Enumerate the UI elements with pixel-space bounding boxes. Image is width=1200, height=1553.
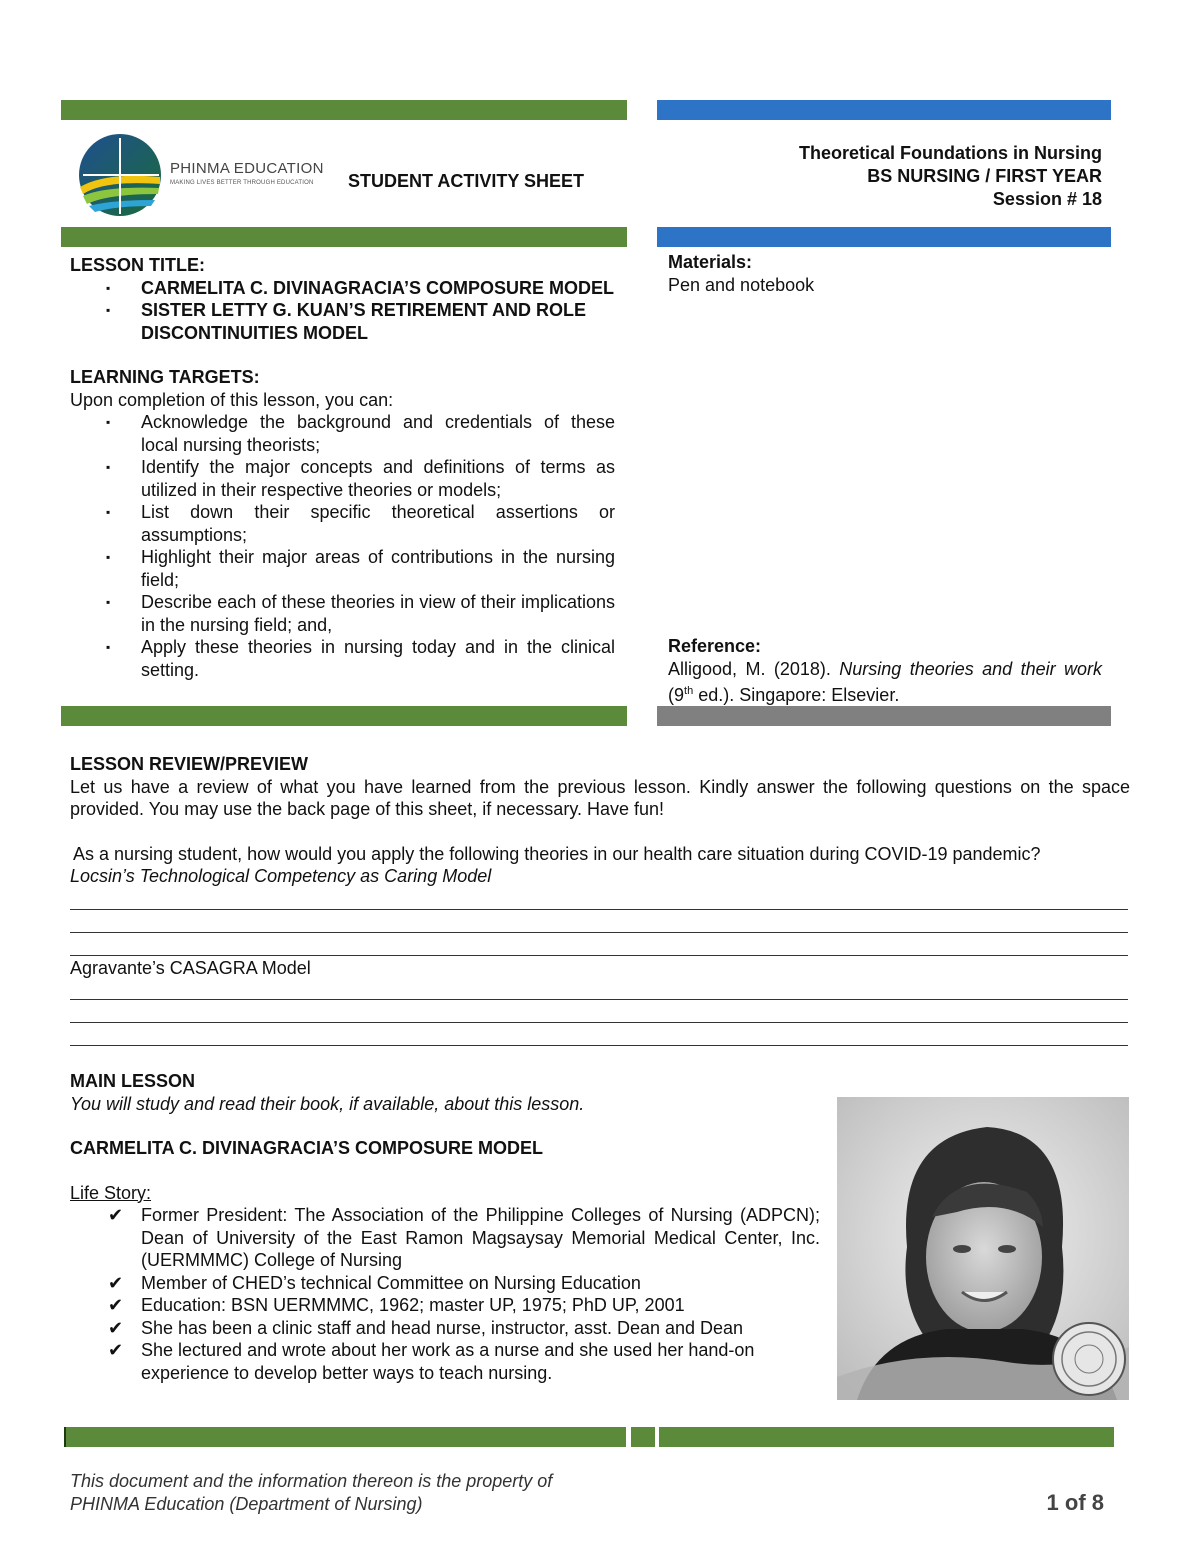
answer-line [70, 955, 1128, 956]
life-story-item: ✔ She has been a clinic staff and head nurse, instructor, asst. Dean and Dean [70, 1317, 820, 1340]
materials-value: Pen and notebook [668, 274, 815, 295]
life-story-label: Life Story: [70, 1182, 152, 1203]
phinma-logo-icon [75, 132, 165, 218]
life-story-item: ✔ She lectured and wrote about her work as a nurse and she used her hand-on experience to develop better ways to teach nursing. [70, 1339, 820, 1384]
review-theory-1: Locsin’s Technological Competency as Caring Model [70, 866, 492, 886]
materials-block [668, 251, 1108, 296]
lesson-title-list [70, 277, 615, 345]
footer-note-line-2: PHINMA Education (Department of Nursing) [70, 1494, 423, 1514]
learning-target-item: ▪ List down their specific theoretical assertions or assumptions; [70, 501, 615, 546]
review-heading: LESSON REVIEW/PREVIEW [70, 754, 309, 774]
learning-targets-intro: Upon completion of this lesson, you can: [70, 389, 394, 410]
header-top-bar-right [657, 100, 1111, 120]
reference-citation [668, 658, 1102, 707]
learning-targets-label: LEARNING TARGETS: [70, 367, 260, 387]
answer-line [70, 1022, 1128, 1023]
header-top-bar-left [61, 100, 627, 120]
footer-bar-left [64, 1427, 626, 1447]
main-lesson-heading: MAIN LESSON [70, 1071, 196, 1091]
reference-label: Reference: [668, 636, 762, 656]
answer-line [70, 932, 1128, 933]
sheet-title: STUDENT ACTIVITY SHEET [348, 171, 585, 191]
reference-book-title: Nursing theories and their work [839, 658, 1102, 679]
page-number: 1 of 8 [1046, 1490, 1104, 1515]
lesson-title-item: ▪ CARMELITA C. DIVINAGRACIA’S COMPOSURE MODEL [70, 277, 615, 300]
reference-edition-post: ed.). Singapore: Elsevier. [693, 685, 900, 705]
main-lesson-block [70, 1070, 820, 1384]
answer-line [70, 1045, 1128, 1046]
header-bottom-bar-left [61, 227, 627, 247]
life-story-item: ✔ Education: BSN UERMMMC, 1962; master UP, 1975; PhD UP, 2001 [70, 1294, 820, 1317]
review-question: As a nursing student, how would you apply the following theories in our health care situation during COVID-19 pandemic? [73, 843, 1041, 864]
section-title: CARMELITA C. DIVINAGRACIA’S COMPOSURE MODEL [70, 1138, 544, 1158]
footer-note-line-1: This document and the information thereon is the property of [70, 1471, 553, 1491]
review-block [70, 753, 1130, 888]
course-name: Theoretical Foundations in Nursing [798, 143, 1102, 163]
life-story-item: ✔ Former President: The Association of the Philippine Colleges of Nursing (ADPCN); Dean of University of the East Ramon Magsaysay Memorial Medical Center, Inc. (UERMMMC) College of Nursing [70, 1204, 820, 1272]
learning-target-item: ▪ Apply these theories in nursing today and in the clinical setting. [70, 636, 615, 681]
section-divider-right [657, 706, 1111, 726]
review-theory-2: Agravante’s CASAGRA Model [70, 958, 311, 978]
learning-target-item: ▪ Highlight their major areas of contributions in the nursing field; [70, 546, 615, 591]
section-divider-left [61, 706, 627, 726]
footer-bar-middle [631, 1427, 655, 1447]
reference-edition-pre: (9 [668, 685, 685, 705]
main-lesson-instruction: You will study and read their book, if available, about this lesson. [70, 1093, 585, 1114]
lesson-title-label: LESSON TITLE: [70, 255, 205, 275]
review-intro: Let us have a review of what you have learned from the previous lesson. Kindly answer the following questions on the space provided. You may use the back page of this sheet, if necessary. Have fun! [70, 776, 1130, 819]
learning-target-item: ▪ Acknowledge the background and credentials of these local nursing theorists; [70, 411, 615, 456]
session-number: Session # 18 [992, 189, 1102, 209]
reference-author: Alligood, M. (2018). [668, 658, 840, 679]
program-name: BS NURSING / FIRST YEAR [867, 166, 1102, 186]
theorist-portrait [837, 1097, 1129, 1400]
reference-block [668, 635, 1102, 707]
logo-tagline: MAKING LIVES BETTER THROUGH EDUCATION [170, 180, 314, 186]
materials-label: Materials: [668, 252, 753, 272]
learning-targets-list [70, 411, 615, 681]
lesson-title-item: ▪ SISTER LETTY G. KUAN’S RETIREMENT AND ROLE DISCONTINUITIES MODEL [70, 299, 615, 344]
footer-bar-right [659, 1427, 1114, 1447]
header-bottom-bar-right [657, 227, 1111, 247]
phinma-logo [75, 132, 324, 218]
answer-line [70, 999, 1128, 1000]
answer-line [70, 909, 1128, 910]
logo-name: PHINMA EDUCATION [170, 160, 324, 177]
lesson-block [70, 254, 615, 681]
portrait-image [837, 1097, 1129, 1400]
learning-target-item: ▪ Describe each of these theories in view of their implications in the nursing field; and, [70, 591, 615, 636]
life-story-list [70, 1204, 820, 1384]
course-info [799, 142, 1102, 211]
footer-note [70, 1470, 552, 1516]
learning-target-item: ▪ Identify the major concepts and definitions of terms as utilized in their respective theories or models; [70, 456, 615, 501]
life-story-item: ✔ Member of CHED’s technical Committee on Nursing Education [70, 1272, 820, 1295]
reference-edition-sup: th [684, 685, 694, 697]
